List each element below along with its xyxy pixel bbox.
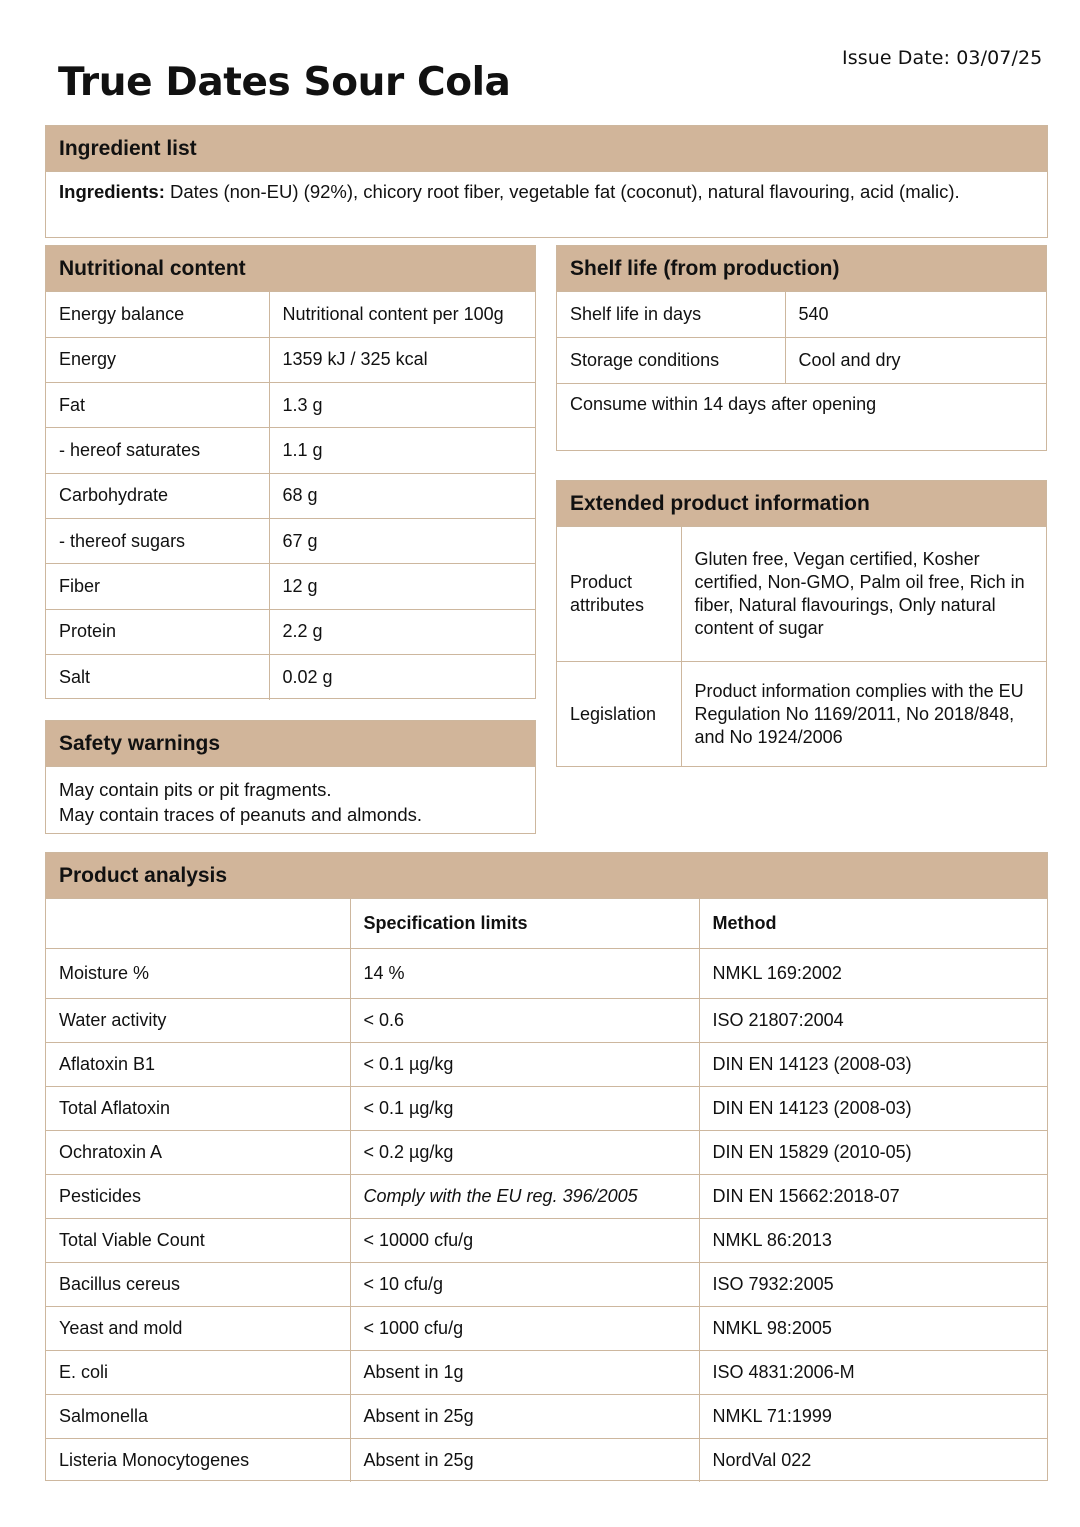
analysis-column-header-row bbox=[46, 899, 1047, 948]
analysis-cell: Total Viable Count bbox=[46, 1218, 350, 1262]
ingredient-label: Ingredients: bbox=[59, 181, 165, 202]
analysis-cell: < 0.1 µg/kg bbox=[350, 1086, 699, 1130]
shelf-header: Shelf life (from production) bbox=[557, 246, 1046, 292]
nutrition-header: Nutritional content bbox=[46, 246, 535, 292]
extended-cell: Legislation bbox=[557, 661, 681, 767]
analysis-cell: DIN EN 15829 (2010-05) bbox=[699, 1130, 1047, 1174]
analysis-cell: ISO 21807:2004 bbox=[699, 998, 1047, 1042]
nutrition-cell: - hereof saturates bbox=[46, 428, 269, 473]
nutrition-table bbox=[46, 292, 535, 700]
analysis-row bbox=[46, 1130, 1047, 1174]
nutrition-cell: Fiber bbox=[46, 564, 269, 609]
nutrition-row bbox=[46, 383, 535, 428]
nutrition-cell: Fat bbox=[46, 383, 269, 428]
analysis-cell: ISO 7932:2005 bbox=[699, 1262, 1047, 1306]
shelf-table bbox=[557, 292, 1046, 383]
analysis-cell: Aflatoxin B1 bbox=[46, 1042, 350, 1086]
nutrition-row bbox=[46, 564, 535, 609]
analysis-table bbox=[46, 899, 1047, 1482]
shelf-cell: Shelf life in days bbox=[570, 304, 702, 324]
shelf-cell: Cool and dry bbox=[785, 338, 1046, 384]
nutrition-cell: 1359 kJ / 325 kcal bbox=[269, 337, 535, 382]
nutrition-cell: Salt bbox=[46, 654, 269, 699]
analysis-column-header: Method bbox=[699, 899, 1047, 948]
nutrition-row bbox=[46, 518, 535, 563]
ingredient-header: Ingredient list bbox=[46, 126, 1047, 172]
analysis-cell: Moisture % bbox=[46, 948, 350, 998]
document-title: True Dates Sour Cola bbox=[58, 60, 511, 105]
extended-cell: Gluten free, Vegan certified, Kosher certified, Non-GMO, Palm oil free, Rich in fiber, Natural flavourings, Only natural content of sugar bbox=[681, 527, 1046, 661]
ingredient-text bbox=[46, 172, 1047, 212]
nutrition-cell: 12 g bbox=[269, 564, 535, 609]
extended-table bbox=[557, 527, 1046, 767]
nutrition-cell: Energy balance bbox=[59, 303, 185, 324]
analysis-cell: Salmonella bbox=[46, 1394, 350, 1438]
analysis-row bbox=[46, 1262, 1047, 1306]
shelf-cell: Storage conditions bbox=[557, 338, 785, 384]
nutrition-cell: Energy bbox=[46, 337, 269, 382]
analysis-cell: DIN EN 14123 (2008-03) bbox=[699, 1042, 1047, 1086]
extended-section bbox=[556, 480, 1047, 767]
analysis-row bbox=[46, 1174, 1047, 1218]
safety-text bbox=[46, 767, 535, 835]
safety-section bbox=[45, 720, 536, 834]
nutrition-row bbox=[46, 292, 535, 337]
analysis-row bbox=[46, 1438, 1047, 1482]
analysis-row bbox=[46, 1042, 1047, 1086]
analysis-section bbox=[45, 852, 1048, 1481]
extended-row bbox=[557, 661, 1046, 767]
analysis-cell: Absent in 1g bbox=[350, 1350, 699, 1394]
analysis-cell: NMKL 86:2013 bbox=[699, 1218, 1047, 1262]
analysis-cell: DIN EN 14123 (2008-03) bbox=[699, 1086, 1047, 1130]
analysis-cell: NordVal 022 bbox=[699, 1438, 1047, 1482]
analysis-cell: < 10 cfu/g bbox=[350, 1262, 699, 1306]
nutrition-cell: Carbohydrate bbox=[46, 473, 269, 518]
analysis-cell: NMKL 71:1999 bbox=[699, 1394, 1047, 1438]
nutrition-row bbox=[46, 428, 535, 473]
analysis-column-header: Specification limits bbox=[350, 899, 699, 948]
analysis-row bbox=[46, 1306, 1047, 1350]
analysis-cell: NMKL 169:2002 bbox=[699, 948, 1047, 998]
analysis-cell: ISO 4831:2006-M bbox=[699, 1350, 1047, 1394]
analysis-cell: Listeria Monocytogenes bbox=[46, 1438, 350, 1482]
analysis-cell: Ochratoxin A bbox=[46, 1130, 350, 1174]
analysis-cell: < 0.1 µg/kg bbox=[350, 1042, 699, 1086]
analysis-cell: Water activity bbox=[46, 998, 350, 1042]
nutrition-cell: - thereof sugars bbox=[46, 518, 269, 563]
nutrition-cell: Protein bbox=[46, 609, 269, 654]
analysis-row bbox=[46, 998, 1047, 1042]
nutrition-cell: 67 g bbox=[269, 518, 535, 563]
shelf-section bbox=[556, 245, 1047, 451]
analysis-header: Product analysis bbox=[46, 853, 1047, 899]
analysis-cell: E. coli bbox=[46, 1350, 350, 1394]
analysis-cell: DIN EN 15662:2018-07 bbox=[699, 1174, 1047, 1218]
analysis-cell: Bacillus cereus bbox=[46, 1262, 350, 1306]
analysis-cell: Pesticides bbox=[46, 1174, 350, 1218]
analysis-row bbox=[46, 1218, 1047, 1262]
analysis-cell: Total Aflatoxin bbox=[46, 1086, 350, 1130]
nutrition-section bbox=[45, 245, 536, 699]
safety-header: Safety warnings bbox=[46, 721, 535, 767]
shelf-row bbox=[557, 338, 1046, 384]
shelf-cell: 540 bbox=[785, 292, 1046, 338]
analysis-cell: < 0.2 µg/kg bbox=[350, 1130, 699, 1174]
nutrition-cell: Nutritional content per 100g bbox=[269, 292, 535, 337]
extended-cell: Product attributes bbox=[570, 571, 645, 615]
analysis-cell: 14 % bbox=[350, 948, 699, 998]
extended-cell: Product information complies with the EU Regulation No 1169/2011, No 2018/848, and No 1924/2006 bbox=[681, 661, 1046, 767]
ingredient-body: Dates (non-EU) (92%), chicory root fiber, vegetable fat (coconut), natural flavouring, acid (malic). bbox=[164, 181, 960, 202]
nutrition-cell: 1.3 g bbox=[269, 383, 535, 428]
analysis-column-header bbox=[46, 899, 350, 948]
analysis-cell: < 1000 cfu/g bbox=[350, 1306, 699, 1350]
analysis-cell: Comply with the EU reg. 396/2005 bbox=[350, 1174, 699, 1218]
analysis-cell: Absent in 25g bbox=[350, 1394, 699, 1438]
nutrition-cell: 68 g bbox=[269, 473, 535, 518]
shelf-row bbox=[557, 292, 1046, 338]
nutrition-row bbox=[46, 654, 535, 699]
analysis-cell: NMKL 98:2005 bbox=[699, 1306, 1047, 1350]
analysis-cell: < 0.6 bbox=[350, 998, 699, 1042]
extended-row bbox=[557, 527, 1046, 661]
analysis-row bbox=[46, 948, 1047, 998]
analysis-row bbox=[46, 1394, 1047, 1438]
nutrition-cell: 2.2 g bbox=[269, 609, 535, 654]
ingredient-section bbox=[45, 125, 1048, 238]
nutrition-row bbox=[46, 609, 535, 654]
analysis-cell: Absent in 25g bbox=[350, 1438, 699, 1482]
shelf-note: Consume within 14 days after opening bbox=[557, 383, 1046, 425]
issue-date: Issue Date: 03/07/25 bbox=[842, 47, 1043, 69]
nutrition-row bbox=[46, 337, 535, 382]
extended-header: Extended product information bbox=[557, 481, 1046, 527]
safety-line: May contain traces of peanuts and almonds. bbox=[59, 804, 423, 825]
nutrition-row bbox=[46, 473, 535, 518]
analysis-row bbox=[46, 1350, 1047, 1394]
safety-line: May contain pits or pit fragments. bbox=[59, 779, 332, 800]
nutrition-cell: 0.02 g bbox=[269, 654, 535, 699]
nutrition-cell: 1.1 g bbox=[269, 428, 535, 473]
analysis-row bbox=[46, 1086, 1047, 1130]
analysis-cell: Yeast and mold bbox=[46, 1306, 350, 1350]
analysis-cell: < 10000 cfu/g bbox=[350, 1218, 699, 1262]
